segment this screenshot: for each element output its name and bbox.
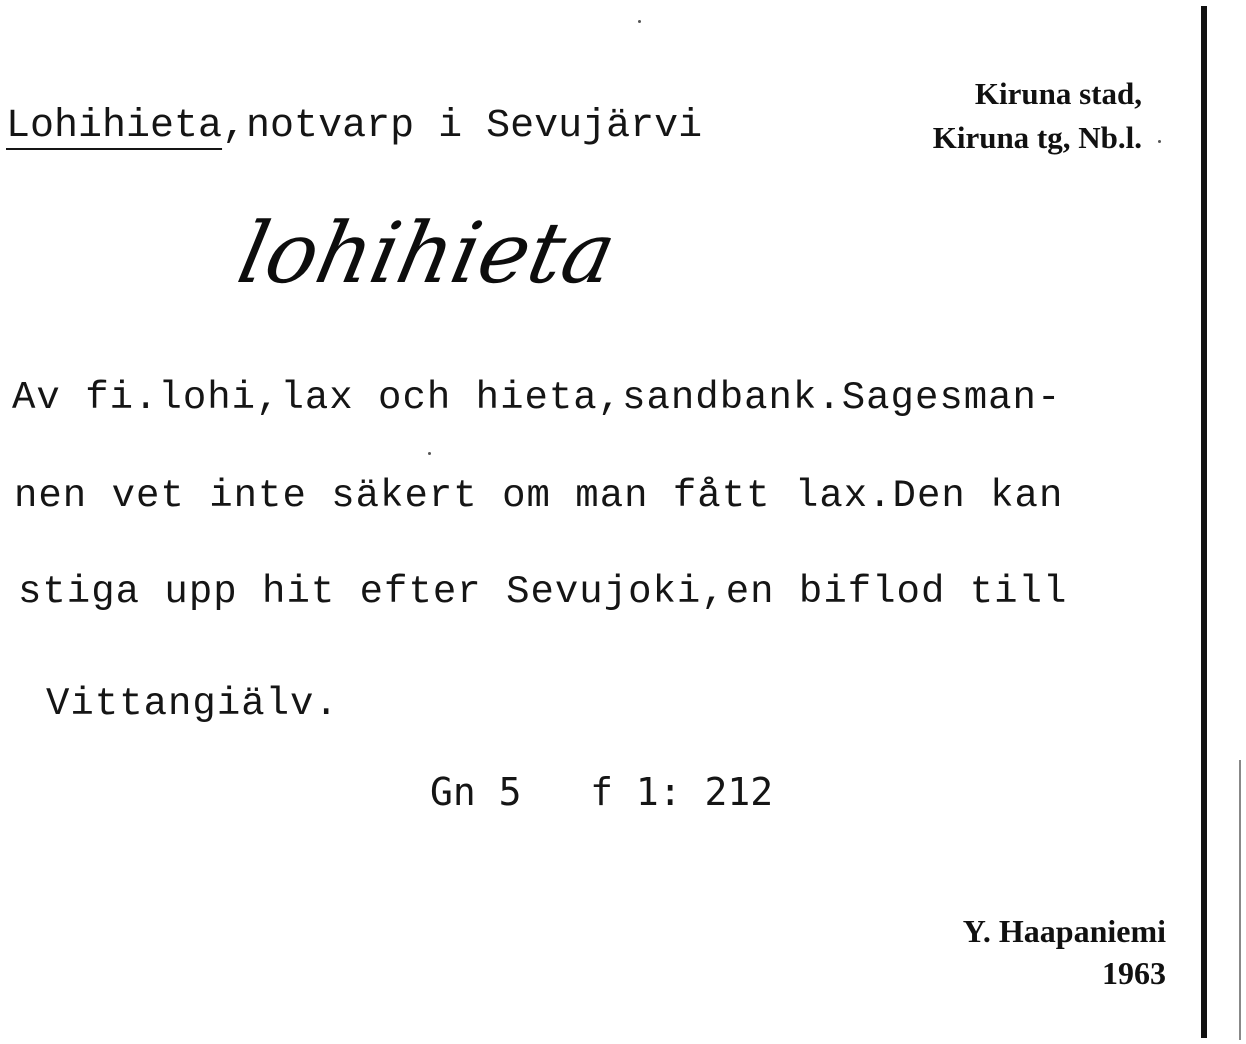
scan-speck (638, 20, 641, 23)
body-line-4: Vittangiälv. (46, 682, 339, 726)
headword: Lohihieta (6, 104, 223, 149)
body-line-1: Av fi.lohi,lax och hieta,sandbank.Sagesman- (12, 376, 1062, 420)
source-reference: Gn 5 f 1: 212 (430, 770, 774, 814)
header-description: ,notvarp i Sevujärvi (222, 104, 703, 149)
card-edge-line (1201, 6, 1207, 1038)
location-block (933, 72, 1142, 160)
scan-speck (1158, 140, 1161, 143)
body-line-2: nen vet inte säkert om man fått lax.Den kan (14, 474, 1064, 518)
entry-header (6, 104, 702, 149)
location-line-2: Kiruna tg, Nb.l. (932, 120, 1142, 155)
card-edge-shadow (1239, 760, 1241, 1040)
scan-speck (428, 452, 431, 455)
handwritten-form (230, 200, 738, 310)
signature-block (963, 910, 1166, 994)
location-line-1: Kiruna stad, (974, 76, 1142, 111)
handwritten-form-text: lohihieta (230, 204, 624, 303)
collection-year: 1963 (1102, 955, 1166, 991)
collector-name: Y. Haapaniemi (962, 913, 1166, 949)
body-line-3: stiga upp hit efter Sevujoki,en biflod till (18, 570, 1068, 614)
handwritten-form-image (230, 200, 738, 310)
